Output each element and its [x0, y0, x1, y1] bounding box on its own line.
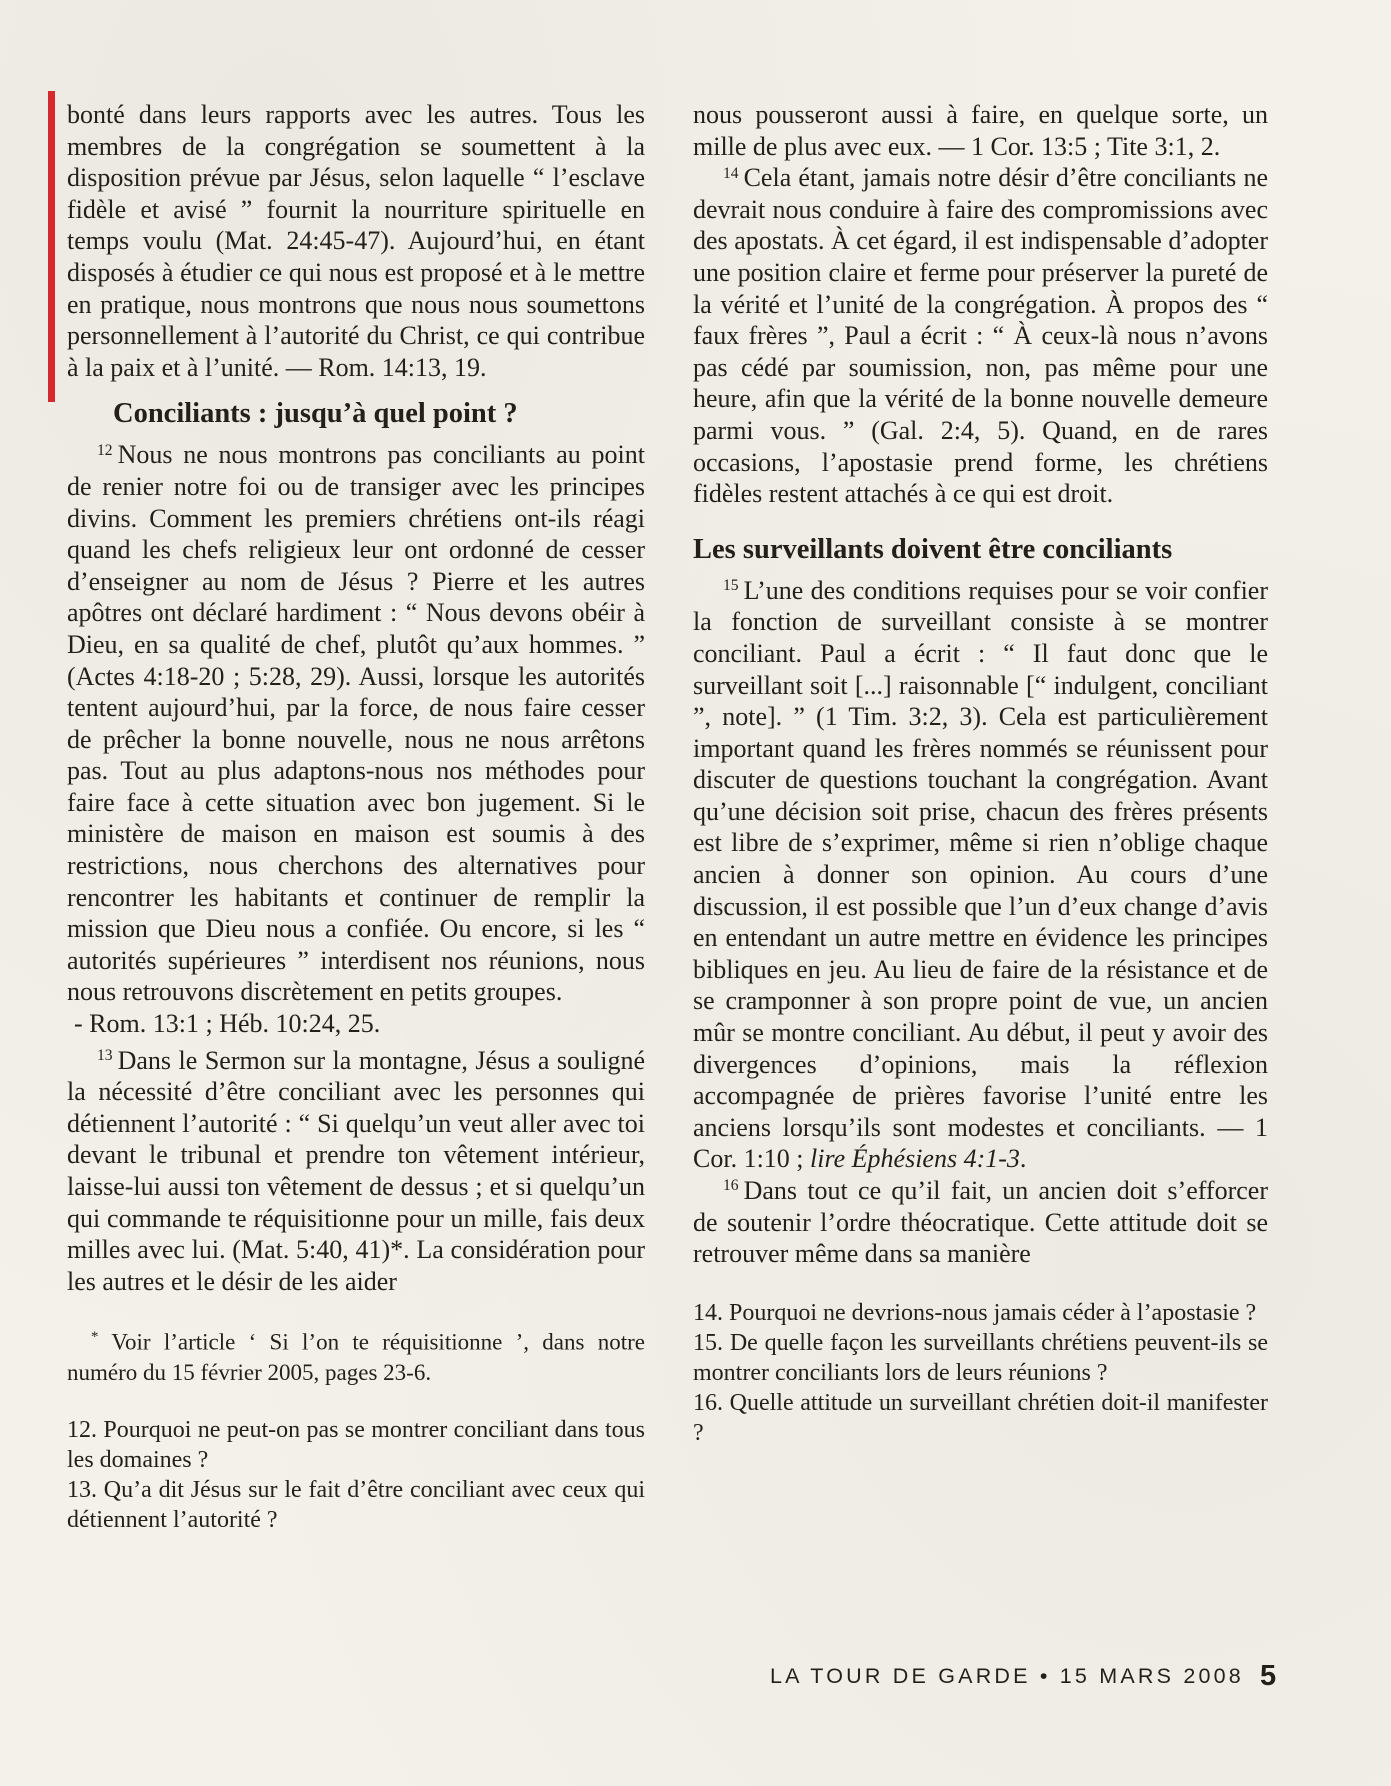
paragraph-16-text: Dans tout ce qu’il fait, un ancien doit s’efforcer de soutenir l’ordre théocratique. Cette attitude doit se retrouver même dans sa manière [693, 1176, 1268, 1269]
study-question-12: 12. Pourquoi ne peut-on pas se montrer conciliant dans tous les domaines ? [67, 1417, 645, 1474]
left-column [67, 99, 645, 1535]
paragraph-12-text: Nous ne nous montrons pas conciliants au point de renier notre foi ou de transiger avec les principes divins. Comment les premiers chrétiens ont-ils réagi quand les chefs religieux leur ont ordonné de cesser d’enseigner au nom de Jésus ? Pierre et les autres apôtres ont déclaré hardiment : “ Nous devons obéir à Dieu, en sa qualité de chef, plutôt qu’aux hommes. ” (Actes 4:18-20 ; 5:28, 29). Aussi, lorsque les autorités tentent aujourd’hui, par la force, de nous faire cesser de prêcher la bonne nouvelle, nous ne nous arrêtons pas. Tout au plus adaptons-nous nos méthodes pour faire face à cette situation avec bon jugement. Si le ministère de maison en maison est soumis à des restrictions, nous cherchons des alternatives pour rencontrer les habitants et continuer de remplir la mission que Dieu nous a confiée. Ou encore, si les “ autorités supérieures ” interdisent nos réunions, nous nous retrouvons discrètement en petits groupes. [67, 440, 645, 1007]
study-question-13: 13. Qu’a dit Jésus sur le fait d’être conciliant avec ceux qui détiennent l’autorité ? [67, 1477, 645, 1534]
study-question-14: 14. Pourquoi ne devrions-nous jamais céder à l’apostasie ? [693, 1299, 1257, 1326]
page-number: 5 [1259, 1660, 1277, 1692]
paragraph-number-14: 14 [723, 164, 739, 182]
footnote-asterisk: * [91, 1329, 99, 1346]
paragraph-14 [693, 162, 1268, 510]
magazine-title-date: LA TOUR DE GARDE • 15 MARS 2008 [770, 1664, 1244, 1688]
study-question-15: 15. De quelle façon les surveillants chrétiens peuvent-ils se montrer conciliants lors de leurs réunions ? [693, 1329, 1268, 1386]
paragraph-number-16: 16 [723, 1177, 739, 1195]
paragraph-13 [67, 1045, 645, 1298]
right-column [693, 99, 1268, 1448]
paragraph-number-12: 12 [97, 441, 113, 459]
section-heading-surveillants: Les surveillants doivent être conciliants [693, 533, 1173, 565]
paragraph-intro: bonté dans leurs rapports avec les autres. Tous les membres de la congrégation se soumettent à la disposition prévue par Jésus, selon laquelle “ l’esclave fidèle et avisé ” fournit la nourriture spirituelle en temps voulu (Mat. 24:45-47). Aujourd’hui, en étant disposés à étudier ce qui nous est proposé et à le mettre en pratique, nous montrons que nous nous soumettons personnellement à l’autorité du Christ, ce qui contribue à la paix et à l’unité. — Rom. 14:13, 19. [67, 100, 645, 382]
footnote-text: Voir l’article ‘ Si l’on te réquisitionne ’, dans notre numéro du 15 février 2005, pages 23-6. [67, 1330, 645, 1385]
paragraph-16 [693, 1175, 1268, 1270]
paragraph-15-text: L’une des conditions requises pour se voir confier la fonction de surveillant consiste à se montrer conciliant. Paul a écrit : “ Il faut donc que le surveillant soit [...] raisonnable [“ indulgent, conciliant ”, note]. ” (1 Tim. 3:2, 3). Cela est particulièrement important quand les frères nommés se réunissent pour discuter de questions touchant la congrégation. Avant qu’une décision soit prise, chacun des frères présents est libre de s’exprimer, même si rien n’oblige chaque ancien à donner son opinion. Au cours d’une discussion, il est possible que l’un d’eux change d’avis en entendant un autre mettre en évidence les principes bibliques en jeu. Au lieu de faire de la résistance et de se cramponner à son propre point de vue, un ancien mûr se montre conciliant. Au début, il peut y avoir des divergences d’opinions, mais la réflexion accompagnée de prières favorise l’unité entre les anciens lorsqu’ils sont modestes et conciliants. — 1 Cor. 1:10 ; [693, 575, 1268, 1174]
highlight-bar [48, 91, 55, 402]
paragraph-15 [693, 575, 1268, 1175]
paragraph-12 [67, 439, 645, 1008]
paragraph-14-text: Cela étant, jamais notre désir d’être conciliants ne devrait nous conduire à faire des compromissions avec des apostats. À cet égard, il est indispensable d’adopter une position claire et ferme pour préserver la pureté de la vérité et l’unité de la congrégation. À propos des “ faux frères ”, Paul a écrit : “ À ceux-là nous n’avons pas cédé par soumission, non, pas même pour une heure, afin que la vérité de la bonne nouvelle demeure parmi vous. ” (Gal. 2:4, 5). Quand, en de rares occasions, l’apostasie prend forme, les chrétiens fidèles restent attachés à ce qui est droit. [693, 163, 1268, 509]
section-heading-conciliants: Conciliants : jusqu’à quel point ? [113, 398, 518, 430]
paragraph-number-15: 15 [723, 577, 739, 595]
footnote [67, 1323, 645, 1387]
scripture-reference: - Rom. 13:1 ; Héb. 10:24, 25. [74, 1009, 381, 1039]
study-questions-right [693, 1298, 1268, 1448]
paragraph-continuation: nous pousseront aussi à faire, en quelque sorte, un mille de plus avec eux. — 1 Cor. 13:5 ; Tite 3:1, 2. [693, 100, 1268, 161]
study-questions-left [67, 1415, 645, 1535]
page-footer [770, 1660, 1276, 1693]
study-question-16: 16. Quelle attitude un surveillant chrétien doit-il manifester ? [693, 1389, 1268, 1446]
paragraph-number-13: 13 [97, 1047, 113, 1065]
paragraph-15-text-end: . [1019, 1144, 1027, 1174]
paragraph-13-text: Dans le Sermon sur la montagne, Jésus a souligné la nécessité d’être conciliant avec les personnes qui détiennent l’autorité : “ Si quelqu’un veut aller avec toi devant le tribunal et prendre ton vêtement intérieur, laisse-lui aussi ton vêtement de dessus ; et si quelqu’un qui commande te réquisitionne pour un mille, fais deux milles avec lui. (Mat. 5:40, 41)*. La considération pour les autres et le désir de les aider [67, 1045, 645, 1296]
paragraph-15-scripture-italic: lire Éphésiens 4:1-3 [810, 1144, 1020, 1174]
